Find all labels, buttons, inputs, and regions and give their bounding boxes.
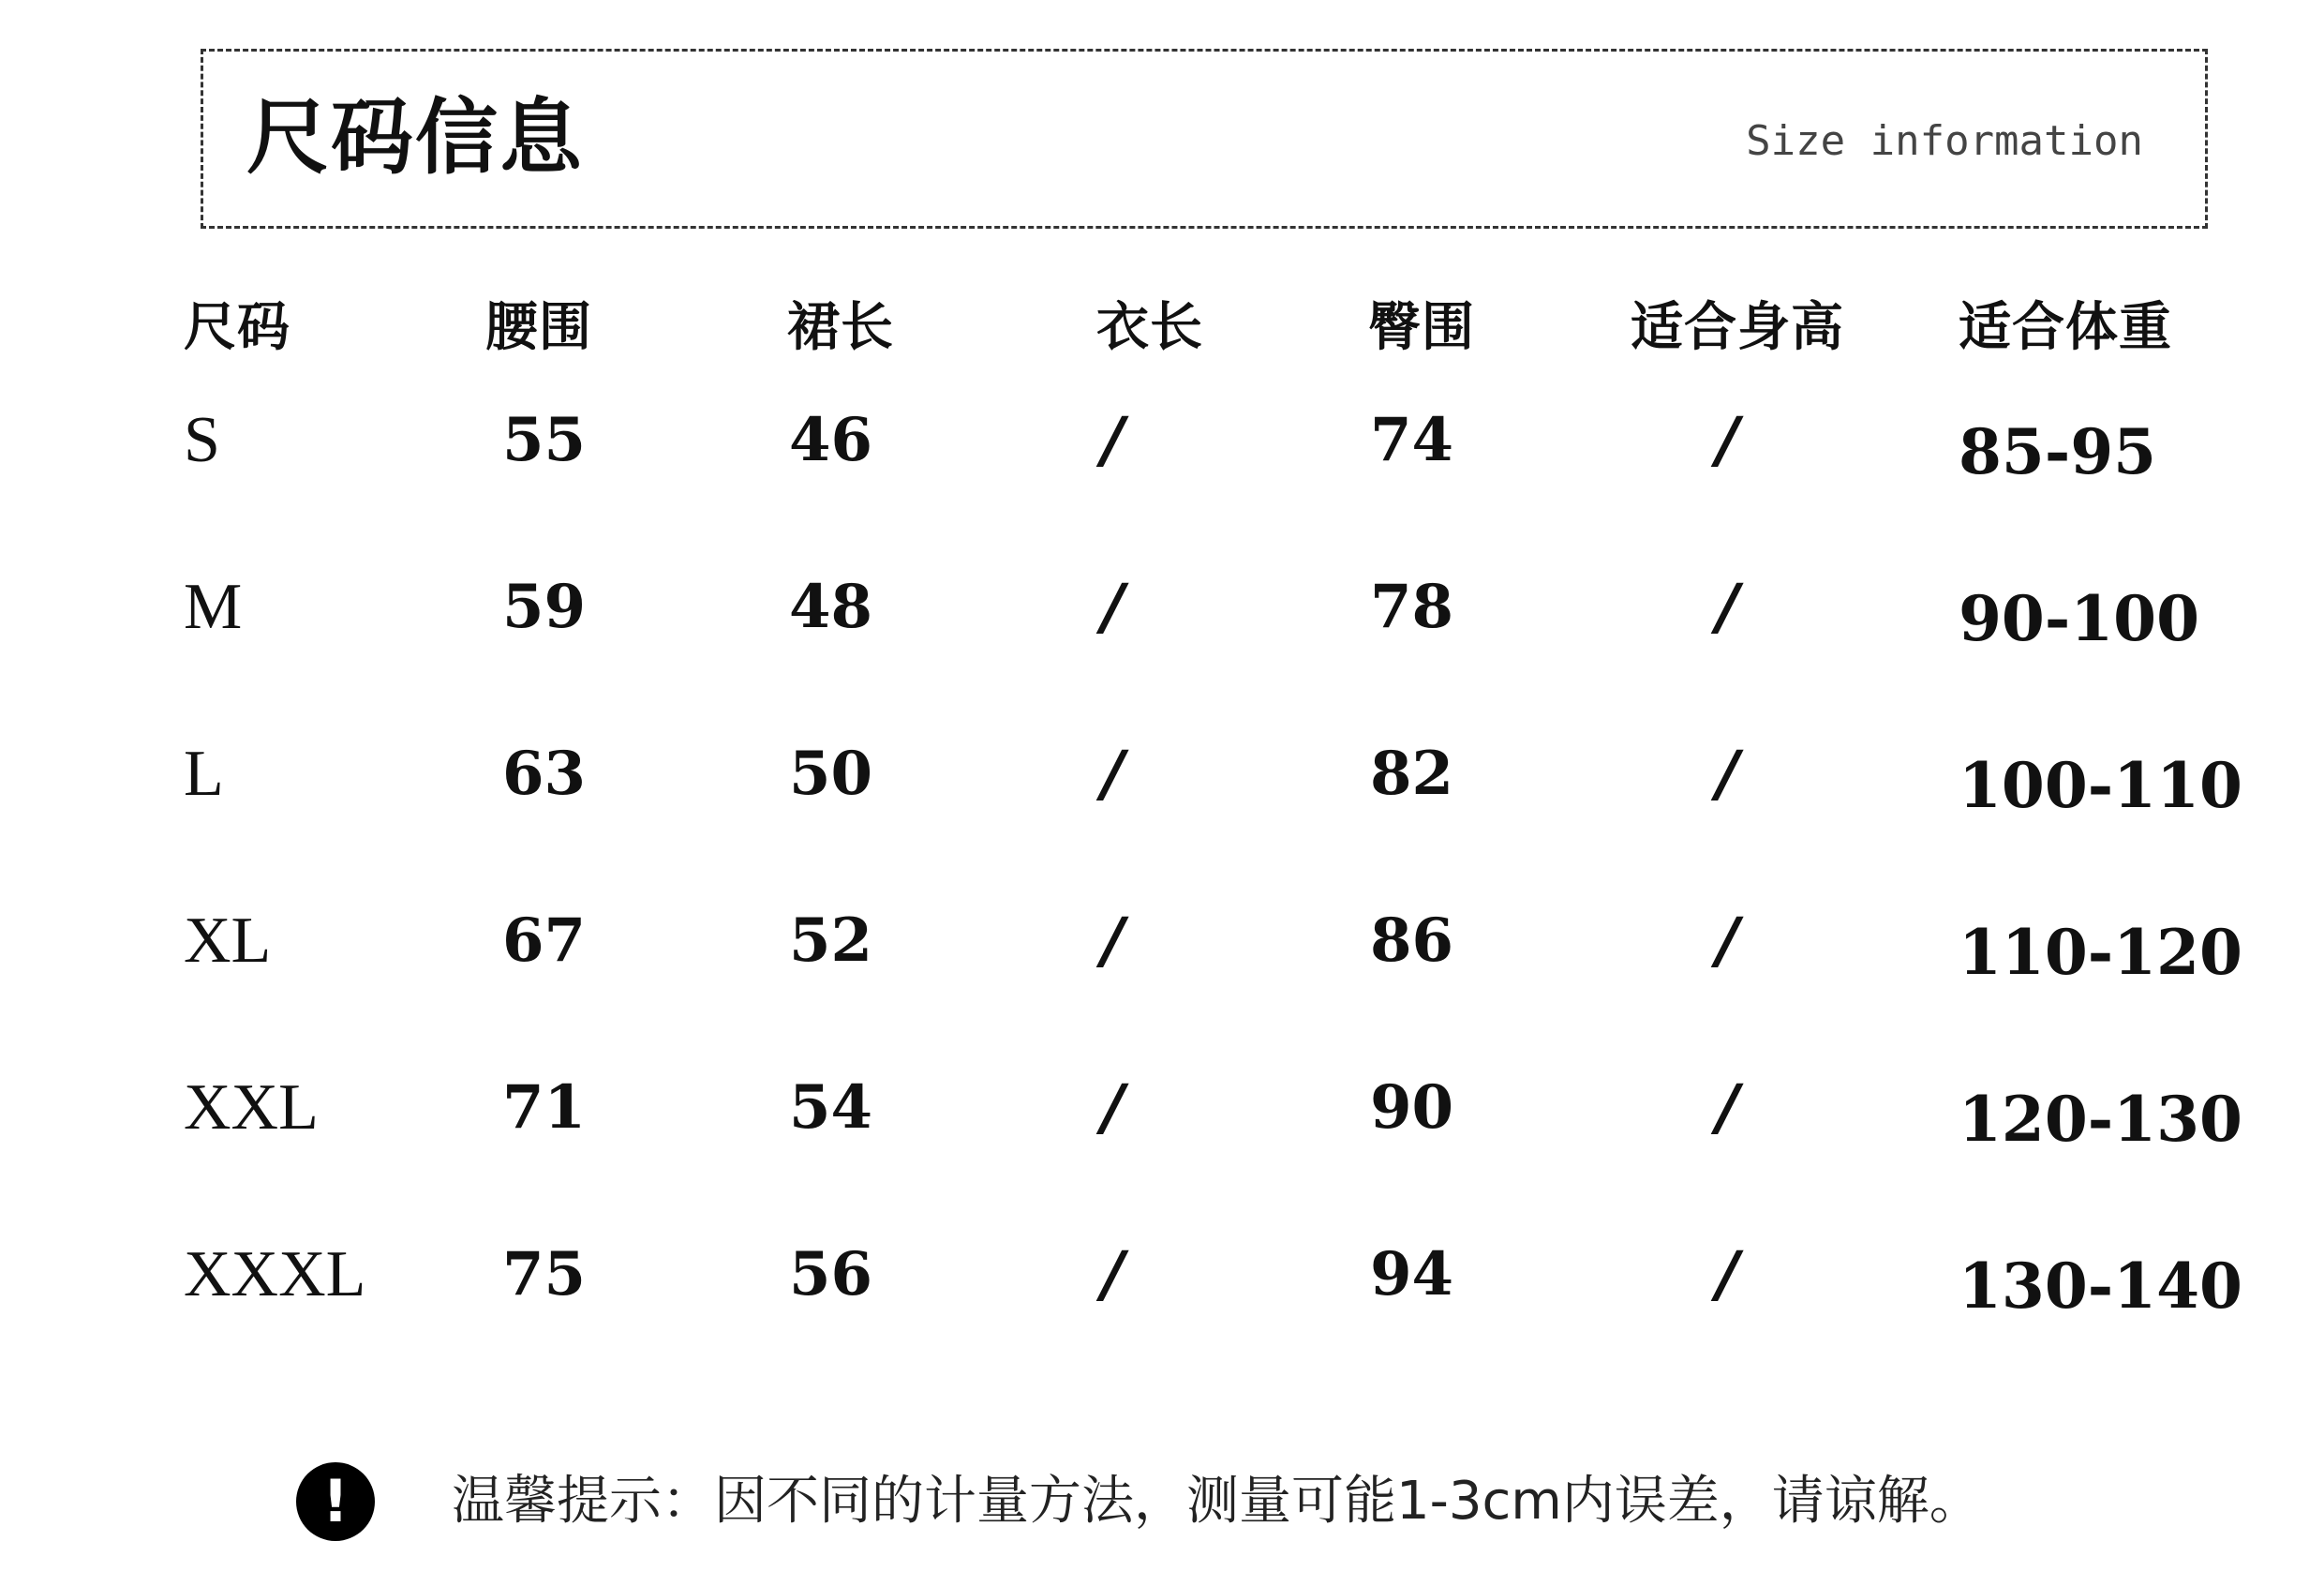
table-cell-height: / [1717, 905, 1740, 977]
table-row [169, 384, 2287, 497]
table-cell-skirt-length: 54 [789, 1072, 873, 1143]
table-header-row [169, 272, 2287, 384]
notice-text: 温馨提示：因不同的计量方法，测量可能1-3cm内误差，请谅解。 [452, 1471, 1982, 1532]
column-header-skirt-length: 裙长 [787, 297, 894, 358]
table-cell-hip: 90 [1370, 1072, 1454, 1143]
column-header-weight: 适合体重 [1959, 297, 2172, 358]
table-cell-garment-length: / [1102, 1238, 1125, 1310]
size-info-header [201, 49, 2208, 229]
table-cell-garment-length: / [1102, 571, 1125, 643]
table-cell-weight: 90-100 [1959, 582, 2200, 655]
table-cell-size: XL [184, 905, 272, 977]
table-cell-hip: 78 [1370, 572, 1454, 642]
table-row [169, 1219, 2287, 1331]
page-subtitle: Size information [1746, 117, 2143, 165]
table-cell-height: / [1717, 1071, 1740, 1144]
table-cell-skirt-length: 56 [789, 1239, 873, 1309]
table-cell-height: / [1717, 571, 1740, 643]
table-cell-waist: 67 [502, 905, 587, 976]
table-cell-weight: 120-130 [1959, 1083, 2242, 1156]
column-header-waist: 腰围 [485, 297, 592, 358]
page-title: 尺码信息 [246, 88, 585, 186]
column-header-height: 适合身高 [1631, 297, 1844, 358]
table-cell-hip: 86 [1370, 905, 1454, 976]
measurement-notice [296, 1455, 2170, 1549]
table-row [169, 885, 2287, 997]
exclamation-icon: ! [296, 1462, 375, 1541]
table-cell-skirt-length: 50 [789, 739, 873, 809]
column-header-garment-length: 衣长 [1096, 297, 1203, 358]
table-cell-size: XXXL [184, 1238, 366, 1310]
table-cell-skirt-length: 48 [789, 572, 873, 642]
table-cell-skirt-length: 46 [789, 405, 873, 475]
table-cell-waist: 59 [502, 572, 587, 642]
table-cell-hip: 74 [1370, 405, 1454, 475]
table-row [169, 1052, 2287, 1164]
table-cell-garment-length: / [1102, 1071, 1125, 1144]
table-cell-height: / [1717, 1238, 1740, 1310]
table-cell-height: / [1717, 738, 1740, 810]
table-cell-size: M [184, 571, 243, 643]
table-cell-weight: 100-110 [1959, 749, 2242, 822]
table-cell-garment-length: / [1102, 738, 1125, 810]
table-row [169, 551, 2287, 664]
table-cell-waist: 71 [502, 1072, 587, 1143]
table-cell-height: / [1717, 404, 1740, 476]
table-cell-weight: 130-140 [1959, 1249, 2242, 1323]
table-cell-skirt-length: 52 [789, 905, 873, 976]
table-cell-size: XXL [184, 1071, 319, 1144]
table-cell-waist: 75 [502, 1239, 587, 1309]
column-header-hip: 臀围 [1368, 297, 1475, 358]
table-cell-hip: 94 [1370, 1239, 1454, 1309]
column-header-size: 尺码 [184, 297, 290, 358]
table-cell-waist: 63 [502, 739, 587, 809]
table-cell-weight: 110-120 [1959, 916, 2242, 989]
table-row [169, 718, 2287, 830]
table-cell-waist: 55 [502, 405, 587, 475]
table-cell-weight: 85-95 [1959, 415, 2157, 488]
table-cell-garment-length: / [1102, 404, 1125, 476]
table-cell-garment-length: / [1102, 905, 1125, 977]
table-cell-hip: 82 [1370, 739, 1454, 809]
table-cell-size: L [184, 738, 224, 810]
table-cell-size: S [184, 404, 220, 476]
